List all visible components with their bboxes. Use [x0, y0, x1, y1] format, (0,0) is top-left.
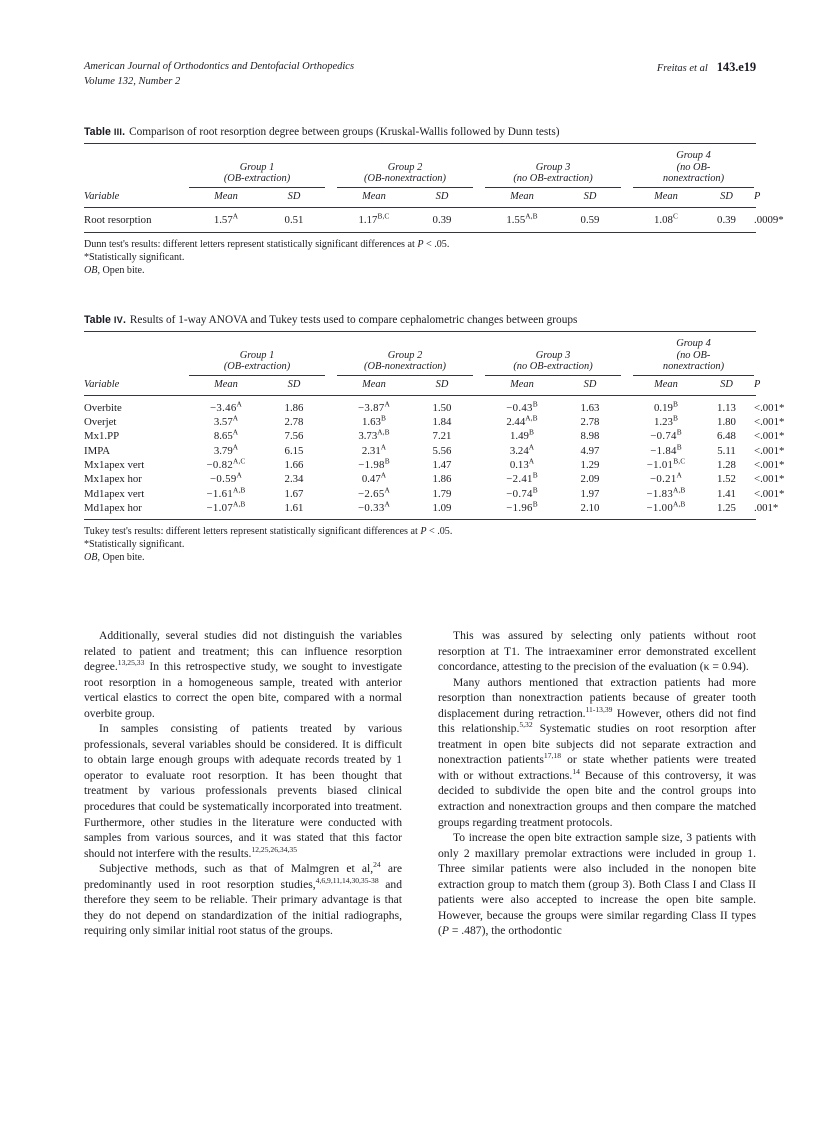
cell-sd-g3: 1.29	[580, 458, 600, 471]
cell-p-value: <.001*	[754, 401, 785, 414]
cell-mean-g3: $1.55^{A,B}$	[506, 211, 538, 227]
table-row	[84, 209, 756, 233]
significance-letter: B	[532, 399, 538, 409]
cell-gap	[325, 458, 337, 472]
table-footnote-1: Tukey test's results: different letters represent statistically significant differences at P < .05.	[84, 525, 453, 537]
col-header-sd-4: SD	[720, 378, 733, 390]
row-variable-name: Mx1.PP	[84, 430, 120, 443]
col-header-mean-1: Mean	[214, 378, 238, 390]
col-header-sd-4: SD	[720, 190, 733, 202]
significance-letter: A	[232, 413, 239, 423]
cell-gap	[621, 472, 633, 486]
cell-sd-g4: 6.48	[717, 430, 736, 443]
cell-sd-g3: 8.98	[580, 430, 600, 443]
cell-mean-g1: $-0.82^{A,C}$	[206, 456, 246, 471]
cell-mean-g4: $-1.01^{B,C}$	[646, 456, 686, 471]
table-4-title: Results of 1-way ANOVA and Tukey tests used to compare cephalometric changes between groups	[129, 314, 578, 326]
paragraph: To increase the open bite extraction sample size, 3 patients with only 2 maxillary premolar extractions were included in group 1. Three similar patients were also included in the nonopen bite extraction group to match them (group 3). Both Class I and Class II patients were also accepted to increase the open bite sample. However, because the groups were similar regarding Class II types (P = .487), the orthodontic	[438, 831, 756, 938]
col-header-mean-3: Mean	[510, 378, 534, 390]
significance-letter: A	[676, 470, 682, 480]
group-header-2: Group 2 (OB-nonextraction)	[337, 145, 473, 187]
cell-sd-g4: 5.11	[717, 444, 736, 457]
cell-mean-g1: $3.79^A$	[213, 442, 239, 457]
cell-gap	[325, 472, 337, 486]
significance-letter: A	[232, 427, 239, 437]
col-header-p: P	[754, 190, 761, 202]
group-header-2: Group 2 (OB-nonextraction)	[337, 333, 473, 375]
cell-p-value: <.001*	[754, 416, 785, 429]
journal-name: American Journal of Orthodontics and Dentofacial Orthopedics	[84, 61, 355, 72]
significance-letter: B	[676, 442, 682, 452]
cell-gap	[325, 429, 337, 443]
cell-gap	[473, 472, 485, 486]
significance-letter: B	[676, 427, 682, 437]
col-gap-2	[473, 375, 485, 395]
table-footnote-1: Dunn test's results: different letters represent statistically significant differences at P < .05.	[84, 239, 450, 251]
group-header-spacer	[84, 333, 189, 375]
cell-sd-g1: 1.61	[284, 501, 304, 514]
group-gap-2	[473, 145, 485, 187]
significance-letter: B	[672, 399, 678, 409]
cell-mean-g2: $1.63^B$	[362, 413, 386, 429]
cell-gap	[325, 397, 337, 415]
cell-mean-g2: $-2.65^A$	[358, 484, 390, 500]
body-column-right	[438, 628, 756, 939]
cell-gap	[621, 397, 633, 415]
cell-sd-g1: 0.51	[284, 214, 304, 227]
group-header-4: Group 4 (no OB- nonextraction)	[633, 333, 754, 375]
significance-letter: B	[532, 499, 538, 509]
cell-sd-g1: 1.67	[284, 487, 304, 500]
cell-sd-g4: 1.80	[717, 416, 736, 429]
cell-sd-g4: 1.25	[717, 501, 736, 514]
citation-ref: 4,6,9,11,14,30,35-38	[315, 875, 379, 885]
paragraph: Additionally, several studies did not distinguish the variables related to patient and treatment; this can influence resorption degree.$^{13,25,33}$ In this retrospective study, we sought to investigate root resorption in a homogeneous sample, treated with anterior vertical elastics to correct the open bite, compared with a normal overbite group.	[84, 629, 402, 720]
cell-sd-g3: 2.78	[580, 416, 600, 429]
paragraph: Subjective methods, such as that of Malmgren et al,$^{24}$ are predominantly used in root resorption studies,$^{4,6,9,11,14,30,35-38}$ and therefore they seem to be reliable. Their primary advantage is that they do not depend on standardization of the initial radiographs, requiring only similar initial root status of the groups.	[84, 860, 402, 938]
significance-letter: B	[384, 456, 390, 466]
significance-letter: A,B	[673, 484, 686, 494]
col-header-mean-1: Mean	[214, 190, 238, 202]
citation-ref: 17,18	[543, 751, 562, 761]
group-gap-3	[621, 145, 633, 187]
column-header-row	[84, 187, 756, 207]
group-header-p-spacer	[754, 145, 756, 187]
cell-sd-g1: 2.78	[284, 416, 304, 429]
col-header-mean-4: Mean	[654, 190, 678, 202]
body-columns	[84, 628, 756, 1053]
cell-gap	[621, 444, 633, 458]
table-row	[84, 444, 756, 458]
running-head-left	[84, 60, 354, 89]
cell-sd-g4: 1.41	[717, 487, 736, 500]
significance-letter: A	[380, 470, 387, 480]
table-footnote-3: OB, Open bite.	[84, 265, 145, 277]
group-gap-1	[325, 145, 337, 187]
significance-letter: B,C	[377, 211, 390, 221]
cell-mean-g4: $-1.84^B$	[650, 442, 682, 457]
cell-p-value: <.001*	[754, 473, 785, 486]
cell-sd-g4: 1.28	[717, 458, 736, 471]
significance-letter: C	[672, 211, 678, 221]
table-4-block	[84, 313, 785, 564]
cell-mean-g2: $3.73^{A,B}$	[358, 427, 390, 443]
col-header-mean-2: Mean	[362, 378, 386, 390]
significance-letter: A	[380, 442, 387, 452]
cell-p-value: <.001*	[754, 458, 785, 471]
cell-mean-g3: $-0.74^B$	[506, 484, 538, 500]
cell-gap	[621, 415, 633, 429]
cell-gap	[473, 501, 485, 519]
row-variable-name: Md1apex vert	[84, 487, 145, 500]
table-row	[84, 472, 756, 486]
table-3-caption	[84, 125, 756, 139]
cell-mean-g4: $-1.83^{A,B}$	[646, 484, 686, 500]
cell-sd-g4: 0.39	[717, 214, 736, 227]
table-footnote-2: *Statistically significant.	[84, 538, 185, 550]
cell-mean-g3: $0.13^A$	[509, 456, 535, 471]
significance-letter: A	[528, 442, 535, 452]
page-number: 143.e19	[716, 60, 756, 74]
table-row	[84, 415, 756, 429]
cell-sd-g1: 1.66	[284, 458, 304, 471]
cell-sd-g1: 1.86	[284, 401, 304, 414]
citation-ref: 13,25,33	[117, 658, 145, 668]
cell-mean-g2: $0.47^A$	[361, 470, 387, 486]
cell-gap	[473, 415, 485, 429]
row-variable-name: Root resorption	[84, 214, 152, 227]
group-gap-1	[325, 333, 337, 375]
cell-gap	[473, 209, 485, 233]
significance-letter: A,B	[377, 427, 390, 437]
col-gap-1	[325, 375, 337, 395]
cell-sd-g3: 4.97	[580, 444, 600, 457]
paragraph: In samples consisting of patients treated by various professionals, several variables should be considered. It is difficult to obtain large enough groups with adequate records treated by 1 operator to evaluate root resorption. It has been thought that treatment by various professionals prevents biased clinical procedures that could be systematically incorporated into treatment. Furthermore, other studies in the literature were conducted with samples from various sources, and it was stated that this factor should not interfere with the results.$^{12,25,26,34,35}$	[84, 722, 402, 860]
cell-sd-g2: 1.86	[432, 473, 452, 486]
cell-sd-g4: 1.52	[717, 473, 736, 486]
cell-mean-g2: $-0.33^A$	[358, 499, 390, 514]
col-header-mean-3: Mean	[510, 190, 534, 202]
col-header-sd-2: SD	[435, 190, 449, 202]
cell-mean-g3: $-1.96^B$	[506, 499, 538, 514]
table-4	[84, 331, 785, 521]
cell-sd-g3: 2.09	[580, 473, 600, 486]
cell-gap	[473, 458, 485, 472]
group-header-1: Group 1 (OB-extraction)	[189, 333, 325, 375]
cell-mean-g2: $-3.87^A$	[358, 399, 390, 414]
running-head	[84, 60, 756, 89]
cell-sd-g2: 0.39	[432, 214, 452, 227]
row-variable-name: Mx1apex vert	[84, 458, 145, 471]
cell-sd-g1: 7.56	[284, 430, 304, 443]
cell-mean-g2: $2.31^A$	[361, 442, 387, 457]
cell-gap	[621, 501, 633, 519]
cell-mean-g3: $1.49^B$	[510, 427, 534, 443]
col-header-sd-3: SD	[583, 378, 597, 390]
cell-gap	[325, 501, 337, 519]
cell-mean-g4: $-1.00^{A,B}$	[646, 499, 686, 514]
table-row	[84, 487, 756, 501]
cell-mean-g3: $-2.41^B$	[506, 470, 538, 486]
table-4-footnotes	[84, 525, 756, 564]
significance-letter: A,B	[525, 413, 538, 423]
significance-letter: B	[528, 427, 534, 437]
cell-sd-g2: 1.09	[432, 501, 452, 514]
citation-ref: 5,32	[519, 720, 533, 730]
cell-gap	[621, 487, 633, 501]
col-gap-1	[325, 187, 337, 207]
body-column-left	[84, 628, 402, 939]
cell-mean-g1: $1.57^A$	[213, 211, 239, 227]
significance-letter: A	[232, 442, 239, 452]
group-header-3: Group 3 (no OB-extraction)	[485, 333, 621, 375]
table-4-caption	[84, 313, 756, 327]
significance-letter: A	[384, 399, 390, 409]
group-header-spacer	[84, 145, 189, 187]
table-3-block	[84, 125, 784, 277]
cell-mean-g1: $-0.59^A$	[210, 470, 242, 486]
col-header-sd-3: SD	[583, 190, 597, 202]
author-line: Freitas et al	[656, 63, 708, 74]
cell-mean-g4: $0.19^B$	[654, 399, 678, 414]
table-3-title: Comparison of root resorption degree between groups (Kruskal-Wallis followed by Dunn tests)	[129, 126, 560, 138]
significance-letter: A,B	[525, 211, 538, 221]
citation-ref: 14	[572, 767, 580, 777]
col-header-variable: Variable	[84, 190, 120, 202]
significance-letter: A	[236, 399, 242, 409]
cell-mean-g4: $-0.21^A$	[650, 470, 682, 486]
cell-gap	[473, 444, 485, 458]
significance-letter: A,B	[233, 499, 246, 509]
cell-sd-g2: 1.47	[432, 458, 452, 471]
cell-sd-g2: 1.50	[432, 401, 452, 414]
cell-sd-g2: 1.84	[432, 416, 452, 429]
cell-sd-g4: 1.13	[717, 401, 736, 414]
row-variable-name: Md1apex hor	[84, 501, 142, 514]
cell-mean-g3: $2.44^{A,B}$	[506, 413, 538, 429]
cell-gap	[325, 415, 337, 429]
cell-mean-g1: $-1.61^{A,B}$	[206, 484, 246, 500]
cell-sd-g1: 6.15	[284, 444, 304, 457]
row-variable-name: Mx1apex hor	[84, 473, 142, 486]
cell-gap	[621, 429, 633, 443]
cell-sd-g2: 1.79	[432, 487, 452, 500]
significance-letter: A	[384, 484, 390, 494]
cell-mean-g3: $-0.43^B$	[506, 399, 538, 414]
cell-sd-g3: 0.59	[580, 214, 600, 227]
significance-letter: B	[532, 470, 538, 480]
group-header-row	[84, 333, 756, 375]
running-head-right	[657, 60, 756, 77]
row-variable-name: Overjet	[84, 416, 117, 429]
cell-mean-g4: $-0.74^B$	[650, 427, 682, 443]
table-footnote-2: *Statistically significant.	[84, 252, 185, 264]
significance-letter: B	[380, 413, 386, 423]
table-3-footnotes	[84, 238, 756, 277]
volume-issue: Volume 132, Number 2	[84, 75, 181, 87]
table-4-label: Table IV.	[84, 314, 126, 326]
cell-mean-g4: $1.23^B$	[654, 413, 678, 429]
group-header-3: Group 3 (no OB-extraction)	[485, 145, 621, 187]
table-footnote-3: OB, Open bite.	[84, 551, 145, 563]
cell-mean-g4: $1.08^C$	[654, 211, 678, 227]
cell-p-value: <.001*	[754, 430, 785, 443]
table-3	[84, 143, 784, 234]
table-row	[84, 501, 756, 519]
column-header-row	[84, 375, 756, 395]
significance-letter: B,C	[673, 456, 686, 466]
significance-letter: A	[232, 211, 239, 221]
cell-gap	[325, 209, 337, 233]
col-header-sd-1: SD	[287, 190, 301, 202]
group-header-p-spacer	[754, 333, 756, 375]
table-row	[84, 397, 756, 415]
significance-letter: A	[384, 499, 390, 509]
cell-mean-g3: $3.24^A$	[509, 442, 535, 457]
significance-letter: A,B	[673, 499, 686, 509]
cell-p-value: .001*	[754, 501, 779, 514]
cell-mean-g1: $8.65^A$	[213, 427, 239, 443]
group-gap-2	[473, 333, 485, 375]
group-header-1: Group 1 (OB-extraction)	[189, 145, 325, 187]
paragraph: Many authors mentioned that extraction patients had more resorption than nonextraction patients because of greater tooth displacement during retraction.$^{11-13,39}$ However, others did not find this relationship.$^{5,32}$ Systematic studies on root resorption after treatment in open bite subjects did not separate extraction and nonextraction patients$^{17,18}$ or state whether patients were treated with or without extractions.$^{14}$ Because of this controversy, it was decided to subdivide the open bite and the control groups into extraction and nonextraction groups and then compare the matched groups regarding treatment protocols.	[438, 675, 757, 829]
cell-sd-g2: 5.56	[432, 444, 452, 457]
col-header-sd-2: SD	[435, 378, 449, 390]
cell-sd-g3: 1.63	[580, 401, 600, 414]
cell-p-value: <.001*	[754, 487, 785, 500]
citation-ref: 12,25,26,34,35	[251, 844, 297, 854]
col-gap-3	[621, 187, 633, 207]
cell-mean-g1: $3.57^A$	[213, 413, 239, 429]
group-gap-3	[621, 333, 633, 375]
col-gap-3	[621, 375, 633, 395]
significance-letter: A	[528, 456, 535, 466]
significance-letter: B	[672, 413, 678, 423]
significance-letter: A,B	[233, 484, 246, 494]
cell-sd-g1: 2.34	[284, 473, 304, 486]
significance-letter: A,C	[233, 456, 246, 466]
citation-ref: 24	[373, 860, 381, 870]
cell-p-value: <.001*	[754, 444, 785, 457]
cell-gap	[473, 429, 485, 443]
significance-letter: B	[532, 484, 538, 494]
cell-gap	[621, 458, 633, 472]
cell-mean-g1: $-1.07^{A,B}$	[206, 499, 246, 514]
cell-sd-g3: 2.10	[580, 501, 600, 514]
cell-mean-g1: $-3.46^A$	[210, 399, 242, 414]
col-header-variable: Variable	[84, 378, 120, 390]
citation-ref: 11-13,39	[585, 704, 613, 714]
cell-gap	[325, 487, 337, 501]
paragraph: This was assured by selecting only patients without root resorption at T1. The intraexaminer error demonstrated excellent concordance, attesting to the precision of the evaluation (κ = 0.94).	[438, 629, 756, 674]
cell-p-value: .0009*	[754, 214, 784, 227]
col-header-sd-1: SD	[287, 378, 301, 390]
group-header-row	[84, 145, 756, 187]
cell-sd-g2: 7.21	[432, 430, 452, 443]
cell-mean-g2: $1.17^{B,C}$	[358, 211, 390, 227]
cell-gap	[473, 487, 485, 501]
cell-mean-g2: $-1.98^B$	[358, 456, 390, 471]
table-row	[84, 429, 756, 443]
row-variable-name: Overbite	[84, 401, 122, 414]
col-gap-2	[473, 187, 485, 207]
table-3-label: Table III.	[84, 126, 126, 138]
cell-gap	[621, 209, 633, 233]
col-header-mean-4: Mean	[654, 378, 678, 390]
cell-gap	[473, 397, 485, 415]
group-header-4: Group 4 (no OB- nonextraction)	[633, 145, 754, 187]
table-row	[84, 458, 756, 472]
significance-letter: A	[236, 470, 242, 480]
col-header-mean-2: Mean	[362, 190, 386, 202]
col-header-p: P	[754, 378, 761, 390]
cell-sd-g3: 1.97	[580, 487, 600, 500]
cell-gap	[325, 444, 337, 458]
row-variable-name: IMPA	[84, 444, 111, 457]
